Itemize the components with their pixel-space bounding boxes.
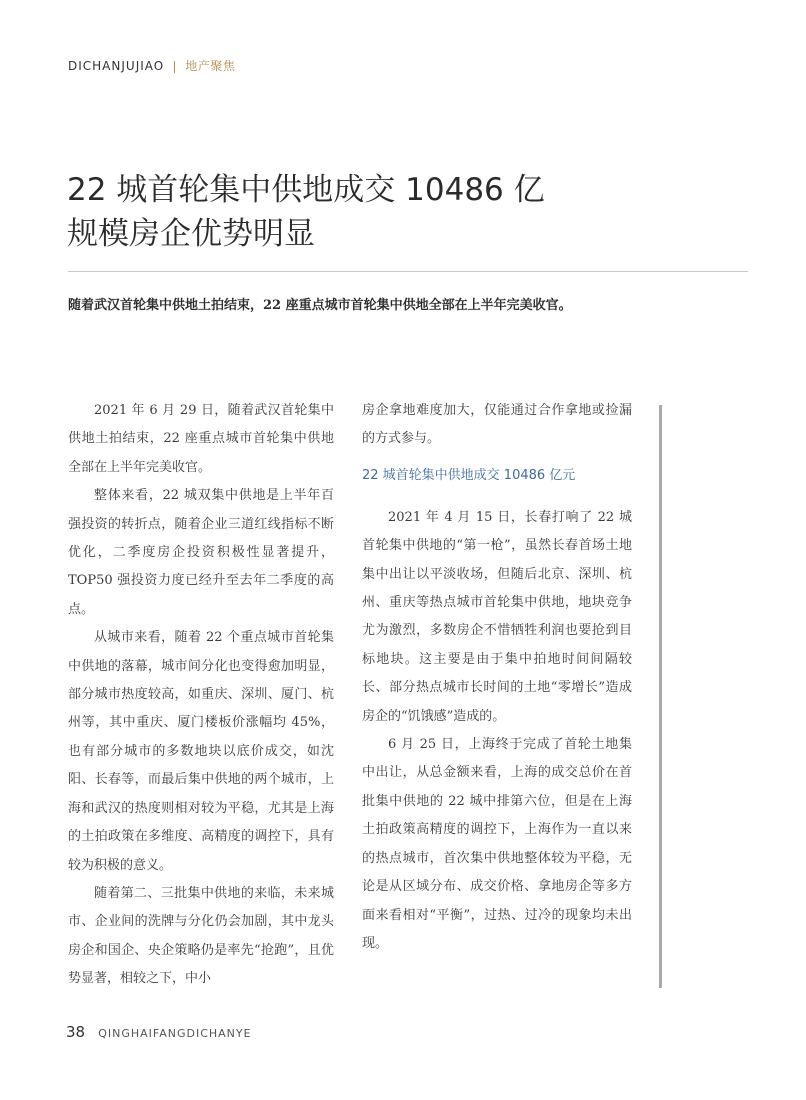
title-line-1: 22 城首轮集中供地成交 10486 亿: [67, 172, 545, 208]
title-line-2: 规模房企优势明显: [67, 216, 315, 252]
page-number: 38: [66, 1023, 86, 1041]
right-column: [362, 397, 632, 958]
paragraph: 从城市来看，随着 22 个重点城市首轮集中供地的落幕，城市间分化也变得愈加明显，部分城市热度较高，如重庆、深圳、厦门、杭州等，其中重庆、厦门楼板价涨幅均 45%，也有部分城市的多数地块以底价成交，如沈阳、长春等，而最后集中供地的两个城市，上海和武汉的热度则相对较为平稳，尤其是上海的土拍政策在多维度、高精度的调控下，具有较为积极的意义。: [68, 630, 334, 873]
paragraph: 6 月 25 日，上海终于完成了首轮土地集中出让，从总金额来看，上海的成交总价在首批集中供地的 22 城中排第六位，但是在上海土拍政策高精度的调控下，上海作为一直以来的热点城市，首次集中供地整体较为平稳，无论是从区域分布、成交价格、拿地房企等多方面来看相对“平衡”，过热、过冷的现象均未出现。: [362, 737, 632, 951]
paragraph: 整体来看，22 城双集中供地是上半年百强投资的转折点，随着企业三道红线指标不断优化，二季度房企投资积极性显著提升，TOP50 强投资力度已经升至去年二季度的高点。: [68, 488, 334, 617]
section-subheading: 22 城首轮集中供地成交 10486 亿元: [362, 467, 576, 483]
paragraph: 2021 年 6 月 29 日，随着武汉首轮集中供地土拍结束，22 座重点城市首轮集中供地全部在上半年完美收官。: [68, 403, 334, 475]
column-side-bar: [659, 405, 662, 988]
article-lede: 随着武汉首轮集中供地土拍结束，22 座重点城市首轮集中供地全部在上半年完美收官。: [68, 298, 572, 313]
paragraph-continued: 房企拿地难度加大，仅能通过合作拿地或捡漏的方式参与。: [362, 403, 632, 447]
page-footer: [66, 1022, 252, 1041]
header-brand: DICHANJUJIAO: [68, 59, 165, 73]
left-column: [68, 397, 334, 994]
article-title: [67, 168, 545, 256]
title-divider: [68, 271, 748, 272]
header-section: 地产聚焦: [185, 59, 236, 73]
header-separator: |: [172, 59, 178, 73]
paragraph: 随着第二、三批集中供地的来临，未来城市、企业间的洗牌与分化仍会加剧，其中龙头房企和国企、央企策略仍是率先“抢跑”，且优势显著，相较之下，中小: [68, 885, 334, 987]
paragraph: 2021 年 4 月 15 日，长春打响了 22 城首轮集中供地的“第一枪”，虽然长春首场土地集中出让以平淡收场，但随后北京、深圳、杭州、重庆等热点城市首轮集中供地，地块竞争尤为激烈，多数房企不惜牺牲利润也要抢到目标地块。这主要是由于集中拍地时间间隔较长、部分热点城市长时间的土地“零增长”造成房企的“饥饿感”造成的。: [362, 509, 632, 724]
running-header: [68, 57, 235, 74]
publication-name: QINGHAIFANGDICHANYE: [98, 1027, 252, 1040]
